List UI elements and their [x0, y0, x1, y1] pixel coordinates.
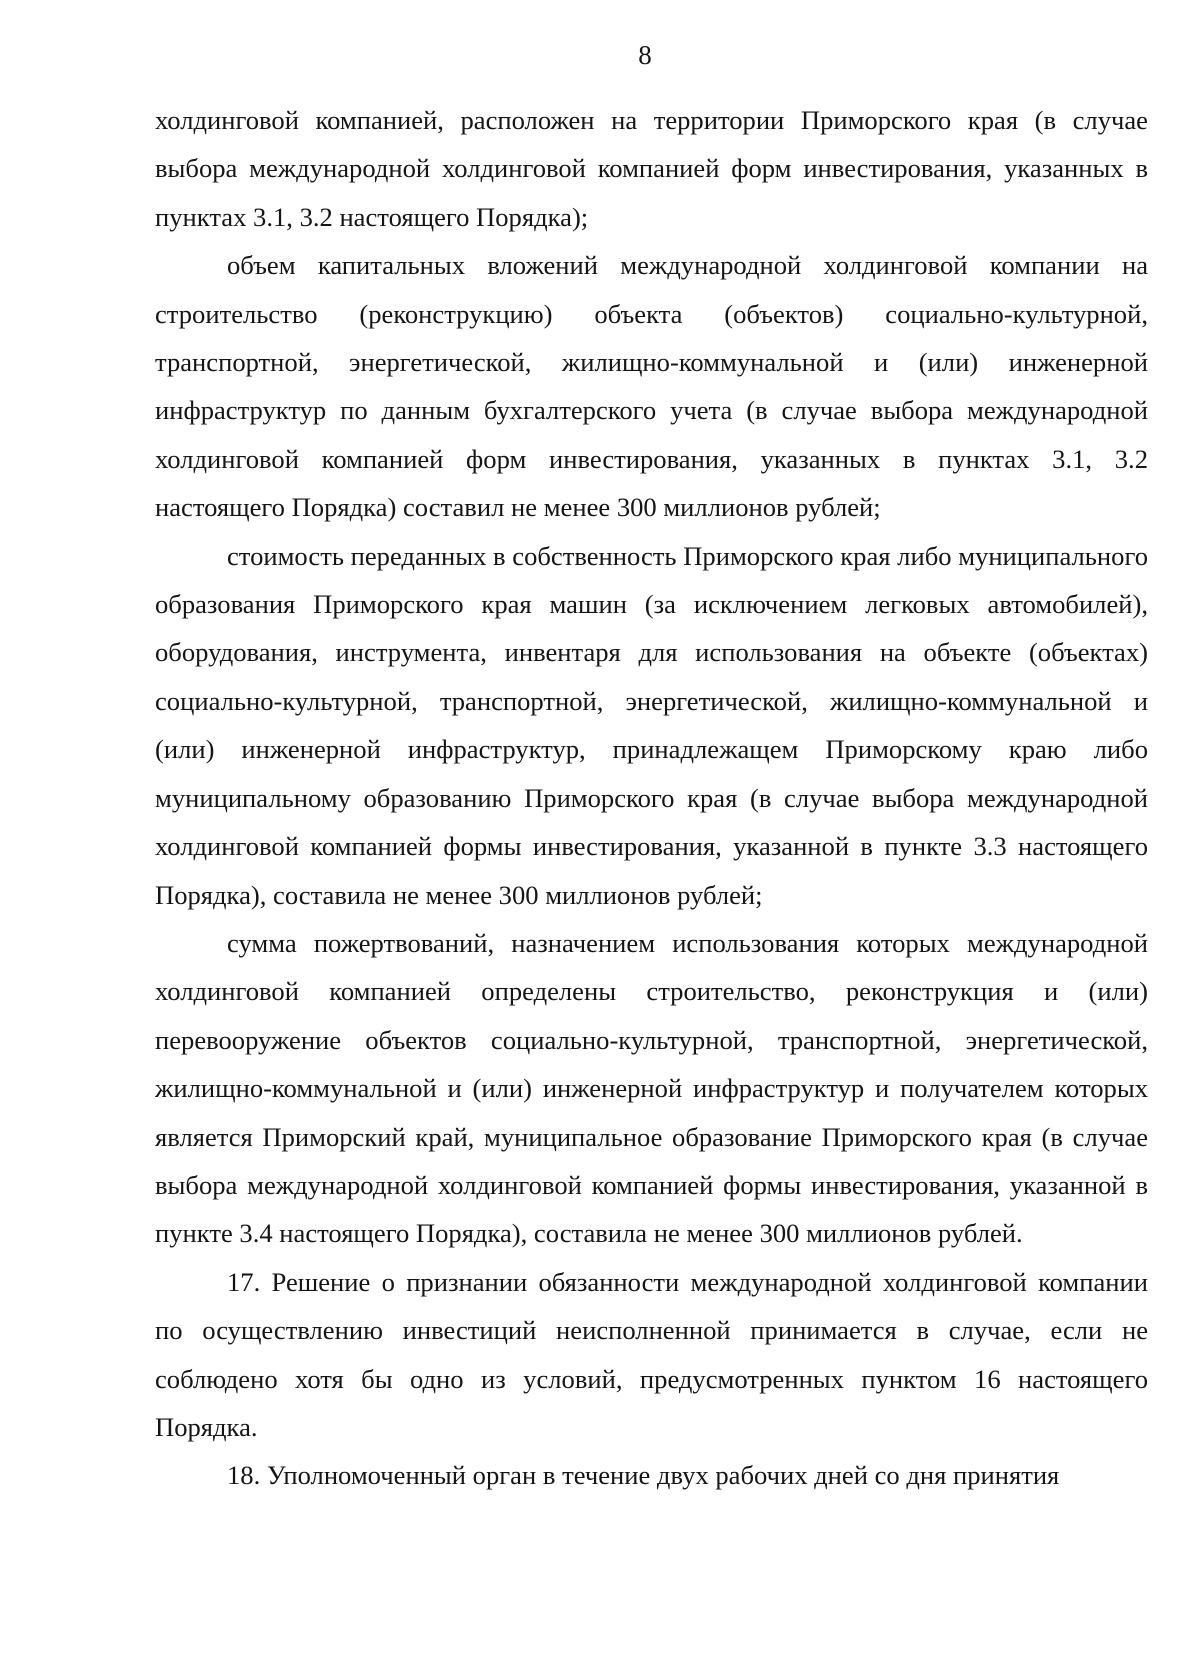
paragraph-donations: сумма пожертвований, назначением использования которых международной холдинговой компанией определены строительство, реконструкция и (или) перевооружение объектов социально-культурной, транспортной, энергетической, жилищно-коммунальной и (или) инженерной инфраструктур и получателем которых является Приморский край, муниципальное образование Приморского края (в случае выбора международной холдинговой компанией формы инвестирования, указанной в пункте 3.4 настоящего Порядка), составила не менее 300 миллионов рублей. [155, 927, 1148, 1249]
paragraph-transferred-equipment: стоимость переданных в собственность Приморского края либо муниципального образования Приморского края машин (за исключением легковых автомобилей), оборудования, инструмента, инвентаря для использования на объекте (объектах) социально-культурной, транспортной, энергетической, жилищно-коммунальной и (или) инженерной инфраструктур, принадлежащем Приморскому краю либо муниципальному образованию Приморского края (в случае выбора международной холдинговой компанией формы инвестирования, указанной в пункте 3.3 настоящего Порядка), составила не менее 300 миллионов рублей; [155, 540, 1148, 910]
paragraph-item-18: 18. Уполномоченный орган в течение двух рабочих дней со дня принятия [227, 1460, 1060, 1491]
document-body [155, 96, 1148, 1500]
paragraph-continuation: холдинговой компанией, расположен на территории Приморского края (в случае выбора международной холдинговой компанией форм инвестирования, указанных в пунктах 3.1, 3.2 настоящего Порядка); [155, 105, 1148, 232]
paragraph-capital-investment: объем капитальных вложений международной холдинговой компании на строительство (реконструкцию) объекта (объектов) социально-культурной, транспортной, энергетической, жилищно-коммунальной и (или) инженерной инфраструктур по данным бухгалтерского учета (в случае выбора международной холдинговой компанией форм инвестирования, указанных в пунктах 3.1, 3.2 настоящего Порядка) составил не менее 300 миллионов рублей; [155, 250, 1148, 523]
page-number: 8 [638, 40, 652, 70]
paragraph-item-17: 17. Решение о признании обязанности международной холдинговой компании по осуществлению инвестиций неисполненной принимается в случае, если не соблюдено хотя бы одно из условий, предусмотренных пунктом 16 настоящего Порядка. [155, 1266, 1148, 1442]
